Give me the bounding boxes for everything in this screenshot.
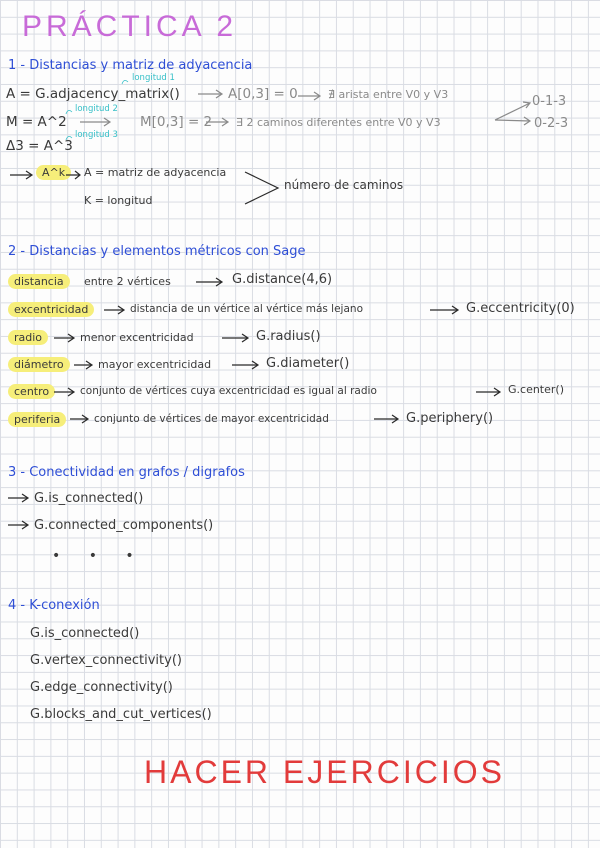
two-paths-note: ∃ 2 caminos diferentes entre V0 y V3 xyxy=(236,116,441,129)
no-edge-note: ∄ arista entre V0 y V3 xyxy=(328,88,449,101)
result-label: número de caminos xyxy=(284,178,404,192)
ellipsis: • • • xyxy=(52,548,146,564)
term-distancia: distancia xyxy=(8,274,70,289)
matrix-m-line: M = A^2 xyxy=(6,114,67,130)
code-distance: G.distance(4,6) xyxy=(232,272,333,287)
code-edge-connectivity: G.edge_connectivity() xyxy=(30,680,173,695)
note-length-3: longitud 3 xyxy=(75,130,118,140)
k-definition: K = longitud xyxy=(84,194,153,207)
code-eccentricity: G.eccentricity(0) xyxy=(466,301,575,316)
code-periphery: G.periphery() xyxy=(406,411,494,426)
code-blocks-cut-vertices: G.blocks_and_cut_vertices() xyxy=(30,707,212,722)
code-k-is-connected: G.is_connected() xyxy=(30,626,140,641)
code-center: G.center() xyxy=(508,383,564,396)
section-3-heading: 3 - Conectividad en grafos / digrafos xyxy=(8,465,245,480)
m03-value: M[0,3] = 2 xyxy=(140,114,213,130)
desc-radio: menor excentricidad xyxy=(80,331,194,344)
a03-value: A[0,3] = 0 xyxy=(228,86,298,102)
code-is-connected: G.is_connected() xyxy=(34,491,144,506)
footer-reminder: HACER EJERCICIOS xyxy=(144,754,505,790)
path-0-1-3: 0-1-3 xyxy=(532,94,567,109)
delta3-line: Δ3 = A^3 xyxy=(6,138,73,154)
a-definition: A = matriz de adyacencia xyxy=(84,166,227,179)
term-periferia: periferia xyxy=(8,412,66,427)
code-radius: G.radius() xyxy=(256,329,321,344)
desc-centro: conjunto de vértices cuya excentricidad es igual al radio xyxy=(80,385,377,397)
desc-diametro: mayor excentricidad xyxy=(98,358,212,371)
desc-distancia: entre 2 vértices xyxy=(84,275,171,288)
note-length-1: longitud 1 xyxy=(132,73,175,83)
section-2-heading: 2 - Distancias y elementos métricos con Sage xyxy=(8,244,306,259)
code-connected-components: G.connected_components() xyxy=(34,518,214,533)
term-centro: centro xyxy=(8,384,55,399)
term-radio: radio xyxy=(8,330,48,345)
path-0-2-3: 0-2-3 xyxy=(534,116,569,131)
desc-periferia: conjunto de vértices de mayor excentricidad xyxy=(94,413,329,425)
section-1-heading: 1 - Distancias y matriz de adyacencia xyxy=(8,58,253,73)
section-3-arrows xyxy=(0,0,40,540)
code-diameter: G.diameter() xyxy=(266,356,350,371)
desc-excentricidad: distancia de un vértice al vértice más lejano xyxy=(130,303,363,315)
adjacency-line: A = G.adjacency_matrix() xyxy=(6,86,180,102)
term-diametro: diámetro xyxy=(8,357,70,372)
ak-highlight: A^k xyxy=(36,165,71,180)
section-4-heading: 4 - K-conexión xyxy=(8,598,100,613)
note-length-2: longitud 2 xyxy=(75,104,118,114)
term-excentricidad: excentricidad xyxy=(8,302,94,317)
page-title: PRÁCTICA 2 xyxy=(22,10,238,43)
code-vertex-connectivity: G.vertex_connectivity() xyxy=(30,653,182,668)
